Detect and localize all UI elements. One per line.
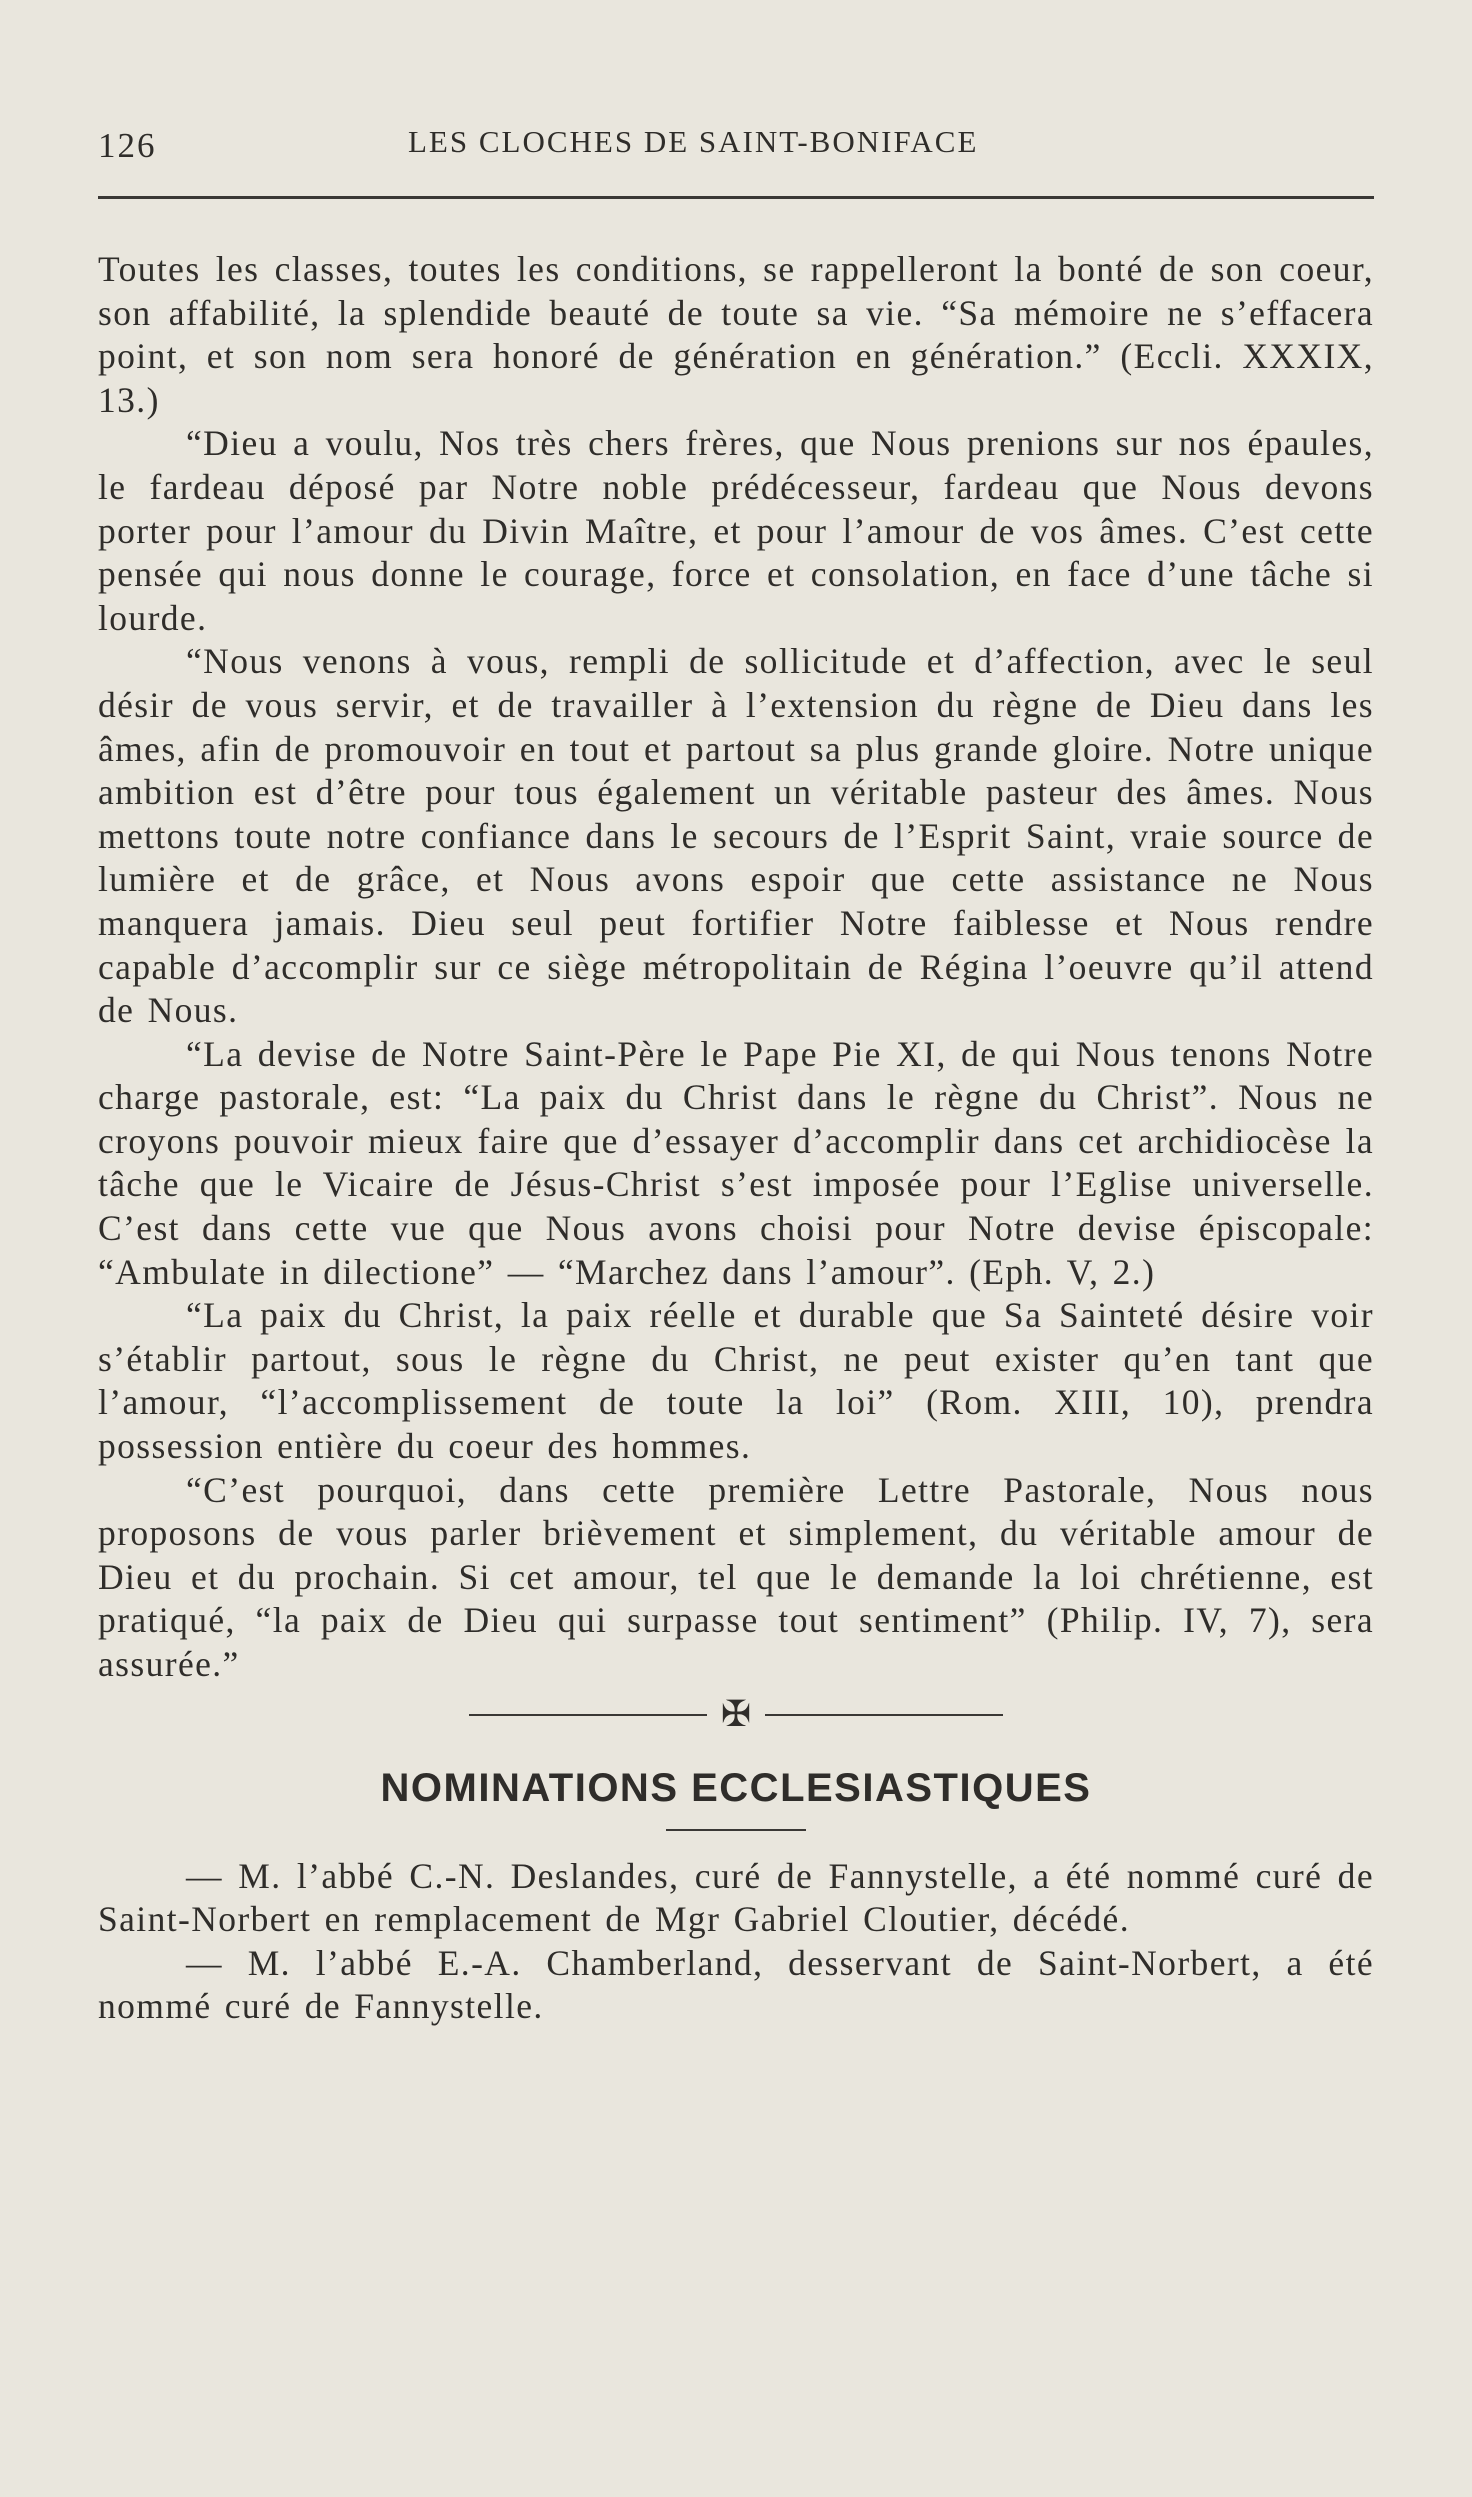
running-head — [98, 118, 1374, 165]
article-body — [98, 248, 1374, 2029]
maltese-cross-icon: ✠ — [720, 1693, 752, 1735]
paragraph-1: Toutes les classes, toutes les conditions, se rappelleront la bonté de son coeur, son affabilité, la splendide beauté de toute sa vie. “Sa mémoire ne s’effacera point, et son nom sera honoré de génération en génération.” (Eccli. XXXIX, 13.) — [98, 249, 1374, 420]
heading-divider — [666, 1829, 806, 1831]
page-number: 126 — [98, 126, 157, 165]
ornament-line-right — [765, 1714, 1003, 1716]
paragraph-2: “Dieu a voulu, Nos très chers frères, que Nous prenions sur nos épaules, le fardeau déposé par Notre noble prédécesseur, fardeau que Nous devons porter pour l’amour du Divin Maître, et pour l’amour de vos âmes. C’est cette pensée qui nous donne le courage, force et consolation, en face d’une tâche si lourde. — [98, 423, 1374, 638]
paragraph-6: “C’est pourquoi, dans cette première Lettre Pastorale, Nous nous proposons de vous parler brièvement et simplement, du véritable amour de Dieu et du prochain. Si cet amour, tel que le demande la loi chrétienne, est pratiqué, “la paix de Dieu qui surpasse tout sentiment” (Philip. IV, 7), sera assurée.” — [98, 1469, 1374, 1684]
header-divider — [98, 196, 1374, 199]
paragraph-3: “Nous venons à vous, rempli de sollicitude et d’affection, avec le seul désir de vous servir, et de travailler à l’extension du règne de Dieu dans les âmes, afin de promouvoir en tout et partout sa plus grande gloire. Notre unique ambition est d’être pour tous également un véritable pasteur des âmes. Nous mettons toute notre confiance dans le secours de l’Esprit Saint, vraie source de lumière et de grâce, et Nous avons espoir que cette assistance ne Nous manquera jamais. Dieu seul peut fortifier Notre faiblesse et Nous rendre capable d’accomplir sur ce siège métropolitain de Régina l’oeuvre qu’il attend de Nous. — [98, 641, 1374, 1031]
section-ornament — [98, 1693, 1374, 1737]
ornament-line-left — [469, 1714, 707, 1716]
running-title: LES CLOCHES DE SAINT-BONIFACE — [408, 124, 979, 159]
nomination-2: — M. l’abbé E.-A. Chamberland, desservant de Saint-Norbert, a été nommé curé de Fannystelle. — [98, 1942, 1374, 2027]
section-heading: NOMINATIONS ECCLESIASTIQUES — [380, 1765, 1092, 1810]
document-page — [98, 0, 1374, 2497]
paragraph-4: “La devise de Notre Saint-Père le Pape Pie XI, de qui Nous tenons Notre charge pastorale, est: “La paix du Christ dans le règne du Christ”. Nous ne croyons pouvoir mieux faire que d’essayer d’accomplir dans cet archidiocèse la tâche que le Vicaire de Jésus-Christ s’est imposée pour l’Eglise universelle. C’est dans cette vue que Nous avons choisi pour Notre devise épiscopale: “Ambulate in dilectione” — “Marchez dans l’amour”. (Eph. V, 2.) — [98, 1033, 1374, 1292]
paragraph-5: “La paix du Christ, la paix réelle et durable que Sa Sainteté désire voir s’établir partout, sous le règne du Christ, ne peut exister qu’en tant que l’amour, “l’accomplissement de toute la loi” (Rom. XIII, 10), prendra possession entière du coeur des hommes. — [98, 1295, 1374, 1467]
nomination-1: — M. l’abbé C.-N. Deslandes, curé de Fannystelle, a été nommé curé de Saint-Norbert en remplacement de Mgr Gabriel Cloutier, décédé. — [98, 1855, 1374, 1940]
